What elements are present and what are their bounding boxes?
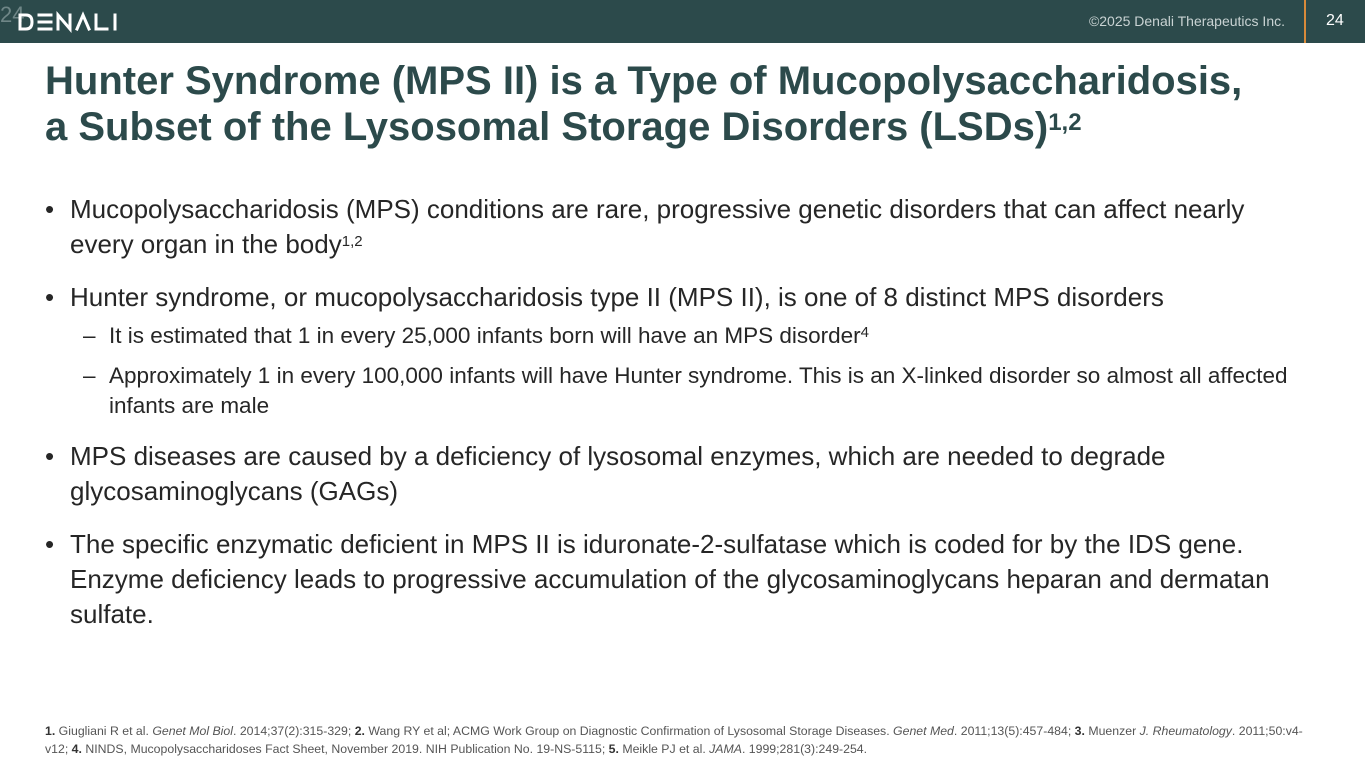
bullet-citation: 1,2 — [341, 233, 363, 250]
sub-bullet-item — [45, 361, 1305, 421]
sub-bullet-item — [45, 321, 1305, 351]
title-line-1: Hunter Syndrome (MPS II) is a Type of Mucopolysaccharidosis, — [45, 59, 1243, 103]
title-line-2: a Subset of the Lysosomal Storage Disorders (LSDs) — [45, 105, 1049, 149]
ref-text: NINDS, Mucopolysaccharidoses Fact Sheet, November 2019. NIH Publication No. 19-NS-5115; — [81, 742, 609, 756]
ref-journal: Genet Med — [893, 724, 954, 738]
ghost-slide-number: 24 — [0, 2, 25, 27]
bullet-text: Hunter syndrome, or mucopolysaccharidosis type II (MPS II), is one of 8 distinct MPS disorders — [70, 282, 1164, 312]
sub-bullet-citation: 4 — [860, 324, 869, 341]
ref-number: 1. — [45, 724, 56, 738]
ref-number: 2. — [354, 724, 365, 738]
ref-text: . 2011;50:v4-v12; — [45, 724, 1303, 756]
ref-text: Wang RY et al; ACMG Work Group on Diagnostic Confirmation of Lysosomal Storage Diseases. — [364, 724, 894, 738]
header-divider — [1304, 0, 1306, 43]
bullet-text: Mucopolysaccharidosis (MPS) conditions are rare, progressive genetic disorders that can affect nearly every organ in the body — [70, 194, 1245, 259]
ref-text: . 2011;13(5):457-484; — [953, 724, 1075, 738]
bullet-list — [45, 192, 1305, 632]
sub-bullet-text: Approximately 1 in every 100,000 infants will have Hunter syndrome. This is an X-linked disorder so almost all affected infants are male — [109, 363, 1288, 418]
sub-bullet-text: It is estimated that 1 in every 25,000 infants born will have an MPS disorder — [109, 323, 861, 348]
bullet-item — [45, 439, 1305, 509]
ref-journal: Genet Mol Biol — [152, 724, 233, 738]
bullet-text: The specific enzymatic deficient in MPS II is iduronate-2-sulfatase which is coded for by the IDS gene. Enzyme deficiency leads to progressive accumulation of the glycosaminoglycans heparan and dermatan sulfate. — [70, 529, 1270, 629]
ref-text: . 2014;37(2):315-329; — [232, 724, 355, 738]
references-footnote — [45, 722, 1325, 758]
page-number: 24 — [1326, 12, 1344, 29]
bullet-item — [45, 280, 1305, 315]
ref-text: Muenzer — [1084, 724, 1140, 738]
ref-journal: JAMA — [709, 742, 742, 756]
title-citation: 1,2 — [1048, 109, 1082, 136]
bullet-item — [45, 192, 1305, 262]
ref-text: Giugliani R et al. — [55, 724, 153, 738]
bullet-text: MPS diseases are caused by a deficiency of lysosomal enzymes, which are needed to degrade glycosaminoglycans (GAGs) — [70, 441, 1166, 506]
ref-number: 5. — [608, 742, 619, 756]
denali-logo — [16, 11, 122, 33]
slide-header-bar — [0, 0, 1365, 43]
slide-title — [45, 58, 1345, 150]
copyright-text: ©2025 Denali Therapeutics Inc. — [1088, 13, 1285, 29]
bullet-item — [45, 527, 1305, 632]
ref-number: 3. — [1074, 724, 1085, 738]
ref-text: Meikle PJ et al. — [618, 742, 710, 756]
ref-number: 4. — [71, 742, 82, 756]
ref-journal: J. Rheumatology — [1139, 724, 1232, 738]
ref-text: . 1999;281(3):249-254. — [741, 742, 868, 756]
